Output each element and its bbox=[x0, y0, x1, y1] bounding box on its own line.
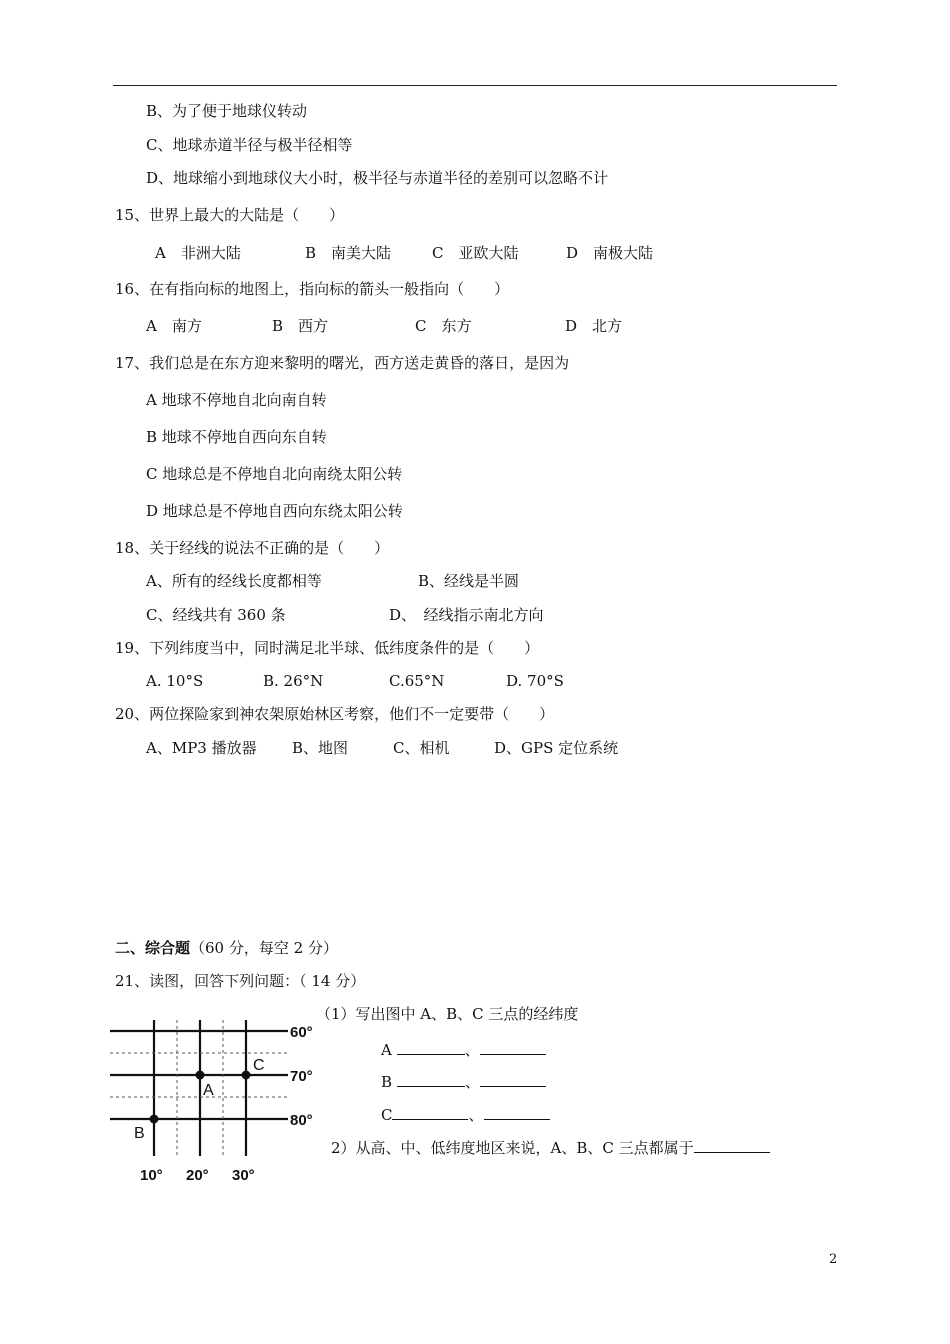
q21-part1: （1）写出图中 A、B、C 三点的经纬度 bbox=[316, 1005, 579, 1023]
q20-option-c: C、相机 bbox=[393, 739, 450, 757]
section2-title: 二、综合题 bbox=[115, 939, 191, 957]
answer-blank-a-lat[interactable] bbox=[480, 1040, 546, 1055]
point-c-marker bbox=[242, 1071, 251, 1080]
q19-option-b: B. 26°N bbox=[263, 672, 324, 690]
q15-stem: 15、世界上最大的大陆是（ ） bbox=[115, 206, 345, 224]
q21-stem: 21、读图，回答下列问题：（ 14 分） bbox=[115, 972, 366, 990]
q20-option-b: B、地图 bbox=[292, 739, 349, 757]
header-rule bbox=[113, 85, 837, 86]
answer-label-c: C bbox=[381, 1106, 393, 1124]
answer-label-a: A bbox=[381, 1041, 392, 1059]
q15-option-b: B 南美大陆 bbox=[305, 244, 392, 262]
lon-label-10: 10° bbox=[140, 1167, 163, 1184]
answer-blank-b-lat[interactable] bbox=[480, 1072, 546, 1087]
lat-label-80: 80° bbox=[290, 1112, 313, 1129]
q17-option-a: A 地球不停地自北向南自转 bbox=[146, 391, 327, 409]
lon-label-30: 30° bbox=[232, 1167, 255, 1184]
q18-option-a: A、所有的经线长度都相等 bbox=[146, 572, 322, 590]
q21-part2-text: 2）从高、中、低纬度地区来说，A、B、C 三点都属于 bbox=[331, 1139, 694, 1157]
section2-heading bbox=[115, 938, 338, 958]
section2-note: （60 分，每空 2 分） bbox=[190, 939, 338, 957]
q19-option-c: C.65°N bbox=[389, 672, 445, 690]
q21-answer-row-c bbox=[381, 1105, 550, 1125]
answer-sep-c: 、 bbox=[468, 1106, 484, 1124]
q18-option-b: B、经线是半圆 bbox=[418, 572, 520, 590]
lat-label-60: 60° bbox=[290, 1024, 313, 1041]
q18-option-d: D、 经线指示南北方向 bbox=[389, 606, 544, 624]
q20-option-a: A、MP3 播放器 bbox=[146, 739, 257, 757]
q14-option-d: D、地球缩小到地球仪大小时，极半径与赤道半径的差别可以忽略不计 bbox=[146, 169, 609, 187]
point-b-label: B bbox=[134, 1125, 145, 1142]
q19-stem: 19、下列纬度当中，同时满足北半球、低纬度条件的是（ ） bbox=[115, 639, 540, 657]
q18-option-c: C、经线共有 360 条 bbox=[146, 606, 286, 624]
q15-option-c: C 亚欧大陆 bbox=[432, 244, 519, 262]
q16-option-d: D 北方 bbox=[565, 317, 623, 335]
q19-option-a: A. 10°S bbox=[146, 672, 204, 690]
point-a-label: A bbox=[203, 1082, 214, 1099]
answer-blank-zone[interactable] bbox=[694, 1138, 770, 1153]
latlon-grid-figure bbox=[104, 1016, 334, 1188]
q19-option-d: D. 70°S bbox=[506, 672, 564, 690]
q16-option-b: B 西方 bbox=[272, 317, 329, 335]
answer-blank-c-lat[interactable] bbox=[484, 1105, 550, 1120]
answer-sep-b: 、 bbox=[464, 1073, 480, 1091]
q16-option-c: C 东方 bbox=[415, 317, 472, 335]
q21-part2 bbox=[331, 1138, 770, 1158]
q17-stem: 17、我们总是在东方迎来黎明的曙光，西方送走黄昏的落日，是因为 bbox=[115, 354, 570, 372]
q15-option-d: D 南极大陆 bbox=[566, 244, 654, 262]
q16-option-a: A 南方 bbox=[146, 317, 202, 335]
answer-blank-b-lon[interactable] bbox=[397, 1072, 465, 1087]
q17-option-c: C 地球总是不停地自北向南绕太阳公转 bbox=[146, 465, 403, 483]
answer-blank-c-lon[interactable] bbox=[392, 1105, 468, 1120]
point-c-label: C bbox=[253, 1057, 265, 1074]
q17-option-d: D 地球总是不停地自西向东绕太阳公转 bbox=[146, 502, 403, 520]
q20-option-d: D、GPS 定位系统 bbox=[494, 739, 619, 757]
answer-label-b: B bbox=[381, 1073, 393, 1091]
page-number: 2 bbox=[829, 1252, 838, 1267]
q18-stem: 18、关于经线的说法不正确的是（ ） bbox=[115, 539, 390, 557]
point-a-marker bbox=[196, 1071, 205, 1080]
q21-answer-row-b bbox=[381, 1072, 546, 1092]
q20-stem: 20、两位探险家到神农架原始林区考察，他们不一定要带（ ） bbox=[115, 705, 555, 723]
q15-option-a: A 非洲大陆 bbox=[155, 244, 241, 262]
lat-label-70: 70° bbox=[290, 1068, 313, 1085]
point-b-marker bbox=[150, 1115, 159, 1124]
q21-answer-row-a bbox=[381, 1040, 546, 1060]
q16-stem: 16、在有指向标的地图上，指向标的箭头一般指向（ ） bbox=[115, 280, 510, 298]
lon-label-20: 20° bbox=[186, 1167, 209, 1184]
answer-blank-a-lon[interactable] bbox=[397, 1040, 465, 1055]
q14-option-c: C、地球赤道半径与极半径相等 bbox=[146, 136, 353, 154]
q14-option-b: B、为了便于地球仪转动 bbox=[146, 102, 308, 120]
answer-sep-a: 、 bbox=[464, 1041, 480, 1059]
q17-option-b: B 地球不停地自西向东自转 bbox=[146, 428, 327, 446]
